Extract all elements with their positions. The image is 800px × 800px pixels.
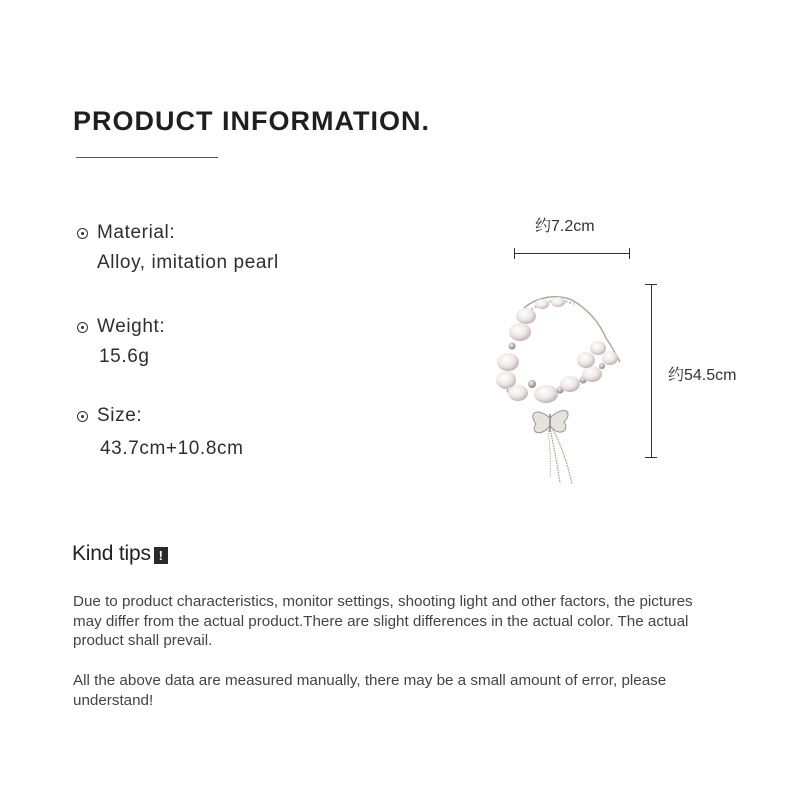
tips-paragraph-measurement: All the above data are measured manually, there may be a small amount of error, please understand! <box>73 672 667 709</box>
title-underline <box>76 157 218 158</box>
spec-label: Material: <box>97 222 176 243</box>
spec-label: Size: <box>97 405 143 426</box>
exclamation-icon: ! <box>154 547 168 564</box>
width-dimension-line <box>514 248 630 260</box>
height-dimension-line <box>645 284 657 458</box>
spec-weight <box>77 316 165 368</box>
necklace-product-image <box>488 288 638 493</box>
spec-label: Weight: <box>97 316 166 337</box>
spec-value: 15.6g <box>99 346 150 367</box>
kind-tips-heading <box>72 542 168 566</box>
spec-material <box>77 222 279 274</box>
width-dimension-label: 约7.2cm <box>535 218 595 235</box>
spec-value: Alloy, imitation pearl <box>97 252 279 273</box>
page-title: PRODUCT INFORMATION. <box>73 106 430 136</box>
spec-size <box>77 405 244 460</box>
tips-paragraph-disclaimer: Due to product characteristics, monitor settings, shooting light and other factors, the pictures may differ from the actual product.There are slight differences in the actual color. The actual product shall prevail. <box>73 593 693 649</box>
height-dimension-label: 约54.5cm <box>668 367 737 384</box>
circle-dot-bullet-icon <box>77 228 88 239</box>
kind-tips-title: Kind tips <box>72 542 151 565</box>
circle-dot-bullet-icon <box>77 322 88 333</box>
circle-dot-bullet-icon <box>77 411 88 422</box>
spec-value: 43.7cm+10.8cm <box>100 438 244 459</box>
